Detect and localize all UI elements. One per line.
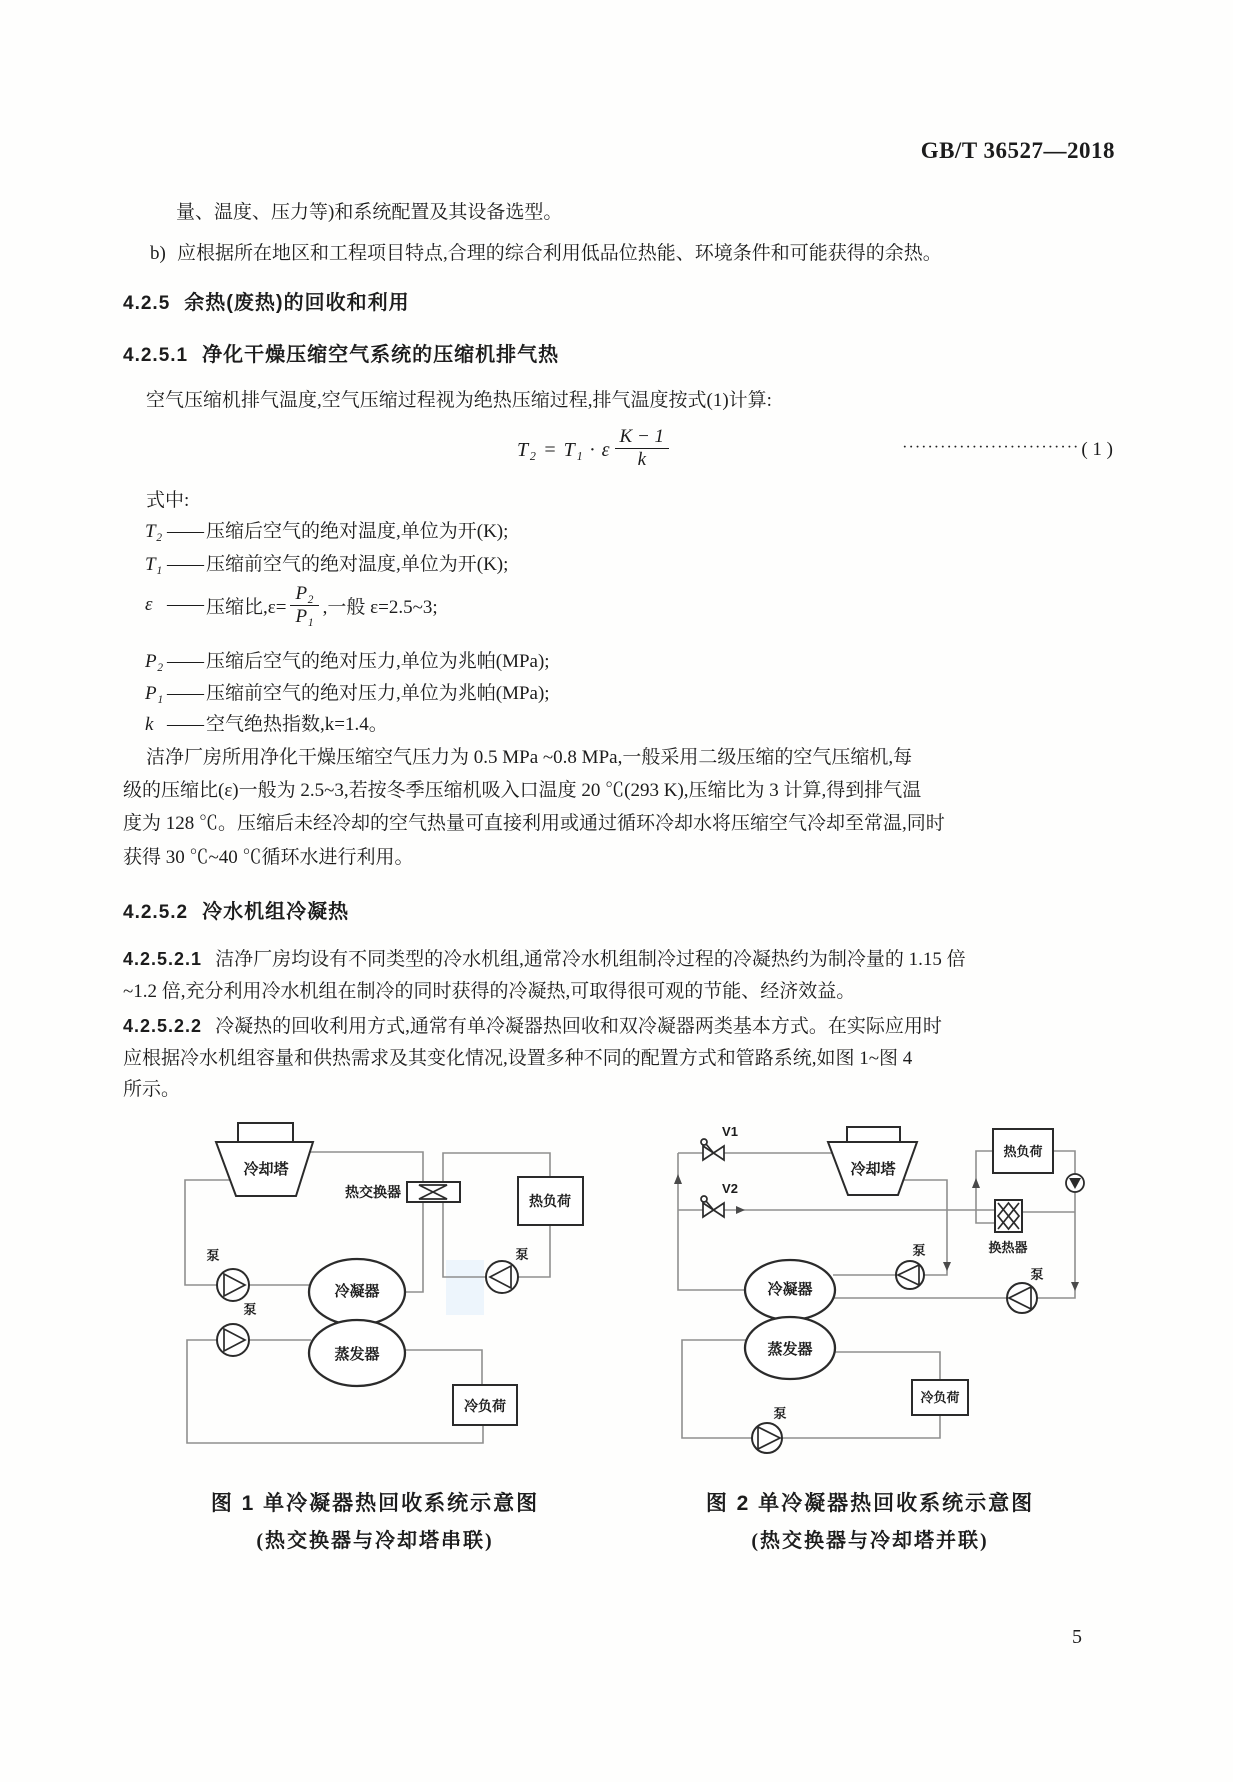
heading-title: 冷水机组冷凝热 xyxy=(202,901,350,923)
fraction-numerator: P₂ xyxy=(290,584,318,606)
heat-exchanger-symbol xyxy=(407,1182,460,1202)
pipe xyxy=(782,1415,940,1438)
valve-v2-symbol xyxy=(701,1181,738,1217)
pump-symbol xyxy=(1066,1174,1084,1192)
definition-row xyxy=(145,645,550,678)
valve-v1-label: V1 xyxy=(722,1124,738,1139)
evaporator-label: 蒸发器 xyxy=(334,1346,380,1363)
figure2-caption-title: 图 2 单冷凝器热回收系统示意图 xyxy=(705,1492,1035,1515)
clause-text: 洁净厂房均设有不同类型的冷水机组,通常冷水机组制冷过程的冷凝热约为制冷量的 1.15 倍 xyxy=(215,949,966,970)
cold-load-label: 冷负荷 xyxy=(920,1390,960,1405)
figure2-caption xyxy=(620,1487,1120,1553)
definition-dash: —— xyxy=(167,683,203,704)
definition-dash: —— xyxy=(167,554,203,575)
definition-dash: —— xyxy=(167,521,203,542)
valve-v1-symbol xyxy=(701,1124,738,1160)
paragraph-line: 级的压缩比(ε)一般为 2.5~3,若按冬季压缩机吸入口温度 20 ℃(293 K),压缩比为 3 计算,得到排气温 xyxy=(123,780,922,801)
pump-label: 泵 xyxy=(773,1406,787,1421)
heading-number: 4.2.5 xyxy=(123,293,171,314)
paragraph-line: 所示。 xyxy=(123,1079,181,1100)
condenser-label: 冷凝器 xyxy=(767,1281,813,1298)
definition-dash: —— xyxy=(167,594,203,615)
pump-symbol xyxy=(217,1302,257,1356)
pump-label: 泵 xyxy=(912,1243,926,1258)
heading-4-2-5-1 xyxy=(123,338,559,367)
definition-text-pre: 压缩比,ε= xyxy=(206,596,287,618)
paragraph-line: ~1.2 倍,充分利用冷水机组在制冷的同时获得的冷凝热,可取得很可观的节能、经济效益。 xyxy=(123,981,856,1002)
heat-exchanger-label: 换热器 xyxy=(988,1240,1028,1255)
cooling-tower-symbol xyxy=(216,1123,313,1196)
paragraph-line: 获得 30 ℃~40 ℃循环水进行利用。 xyxy=(123,847,414,868)
symbol: k xyxy=(145,714,154,735)
fraction-numerator: K − 1 xyxy=(615,427,670,449)
flow-arrow-icon xyxy=(674,1174,682,1184)
symbol: P₁ xyxy=(145,683,164,704)
pipe xyxy=(682,1340,752,1438)
figure1-caption-subtitle: (热交换器与冷却塔串联) xyxy=(256,1530,494,1552)
pump-label: 泵 xyxy=(243,1302,257,1317)
heading-4-2-5 xyxy=(123,286,410,315)
pipe xyxy=(1037,1192,1075,1298)
item-b-text: 应根据所在地区和工程项目特点,合理的综合利用低品位热能、环境条件和可能获得的余热。 xyxy=(177,243,942,264)
cooling-tower-symbol xyxy=(828,1127,917,1195)
standard-code: GB/T 36527—2018 xyxy=(920,138,1115,163)
pipe xyxy=(405,1350,482,1385)
flow-arrow-icon xyxy=(1071,1282,1079,1291)
clause-number: 4.2.5.2.1 xyxy=(123,949,203,969)
symbol: T₂ xyxy=(145,521,163,542)
pump-symbol xyxy=(896,1243,926,1289)
figure1-caption-title: 图 1 单冷凝器热回收系统示意图 xyxy=(210,1492,540,1515)
pump-symbol xyxy=(1007,1267,1044,1313)
definition-text: 压缩前空气的绝对温度,单位为开(K); xyxy=(206,554,509,575)
heat-load-label: 热负荷 xyxy=(1003,1144,1043,1159)
equation-lhs: T₂ = T₁ · ε xyxy=(517,438,611,461)
equation-number: ( 1 ) xyxy=(1081,439,1113,460)
evaporator-label: 蒸发器 xyxy=(767,1341,813,1358)
heat-exchanger-symbol xyxy=(995,1200,1022,1232)
paragraph-line: 度为 128 ℃。压缩后未经冷却的空气热量可直接利用或通过循环冷却水将压缩空气冷却至常温,同时 xyxy=(123,813,945,834)
pump-symbol xyxy=(752,1406,787,1453)
figure1-schematic xyxy=(140,1100,610,1500)
heat-load-box xyxy=(518,1177,583,1225)
heading-title: 净化干燥压缩空气系统的压缩机排气热 xyxy=(202,344,560,366)
definition-row xyxy=(145,515,508,548)
equation-expression xyxy=(517,425,673,472)
definition-dash: —— xyxy=(167,651,203,672)
valve-v2-label: V2 xyxy=(722,1181,738,1196)
cold-load-box xyxy=(912,1380,968,1415)
paragraph-line xyxy=(123,1010,942,1043)
definition-row xyxy=(145,677,550,710)
cooling-tower-label: 冷却塔 xyxy=(850,1161,896,1178)
definition-text: 压缩前空气的绝对压力,单位为兆帕(MPa); xyxy=(206,683,550,704)
carryover-line: 量、温度、压力等)和系统配置及其设备选型。 xyxy=(176,202,563,223)
paragraph-line: 洁净厂房所用净化干燥压缩空气压力为 0.5 MPa ~0.8 MPa,一般采用二级压缩的空气压缩机,每 xyxy=(146,747,913,768)
pressure-ratio-fraction xyxy=(290,584,318,627)
figure2-caption-subtitle: (热交换器与冷却塔并联) xyxy=(751,1530,989,1552)
fraction-denominator: P₁ xyxy=(295,605,314,627)
definition-row-epsilon xyxy=(145,583,438,627)
paragraph-line: 空气压缩机排气温度,空气压缩过程视为绝热压缩过程,排气温度按式(1)计算: xyxy=(146,390,772,411)
scan-artifact xyxy=(446,1260,484,1315)
heat-exchanger-label: 热交换器 xyxy=(345,1184,401,1200)
figure2-schematic xyxy=(590,1100,1090,1500)
dotted-leader: ···························· xyxy=(902,439,1080,456)
cooling-tower-label: 冷却塔 xyxy=(243,1161,289,1178)
flow-arrow-icon xyxy=(972,1178,980,1188)
flow-arrow-icon xyxy=(943,1262,951,1271)
pump-label: 泵 xyxy=(206,1248,220,1263)
pipe xyxy=(185,1180,230,1285)
clause-number: 4.2.5.2.2 xyxy=(123,1016,203,1036)
equation-1 xyxy=(123,424,1113,476)
heat-load-box xyxy=(993,1129,1053,1173)
condenser-label: 冷凝器 xyxy=(334,1283,380,1300)
symbol: ε xyxy=(145,594,153,615)
definition-text: 空气绝热指数,k=1.4。 xyxy=(206,714,388,735)
cold-load-label: 冷负荷 xyxy=(464,1398,506,1414)
page-number: 5 xyxy=(1072,1626,1082,1648)
pump-symbol xyxy=(486,1247,529,1293)
heading-number: 4.2.5.2 xyxy=(123,902,189,923)
pipe xyxy=(835,1352,940,1380)
flow-arrow-icon xyxy=(736,1206,745,1214)
definition-dash: —— xyxy=(167,714,203,735)
definition-text: 压缩后空气的绝对温度,单位为开(K); xyxy=(206,521,509,542)
cold-load-box xyxy=(453,1385,517,1425)
pipe xyxy=(678,1153,746,1290)
equation-exponent-fraction xyxy=(615,427,670,470)
definition-text-post: ,一般 ε=2.5~3; xyxy=(322,596,438,618)
symbol: P₂ xyxy=(145,651,164,672)
clause-text: 冷凝热的回收利用方式,通常有单冷凝器热回收和双冷凝器两类基本方式。在实际应用时 xyxy=(215,1016,942,1037)
fraction-denominator: k xyxy=(637,448,646,470)
symbol: T₁ xyxy=(145,554,163,575)
heat-load-label: 热负荷 xyxy=(529,1193,571,1209)
paragraph-line xyxy=(123,943,966,976)
definition-row xyxy=(145,708,388,741)
heading-4-2-5-2 xyxy=(123,895,349,924)
item-b-marker: b) xyxy=(150,243,166,264)
where-label: 式中: xyxy=(146,490,190,511)
figure1-caption xyxy=(140,1487,610,1553)
heading-number: 4.2.5.1 xyxy=(123,345,189,366)
pump-label: 泵 xyxy=(515,1247,529,1262)
definition-row xyxy=(145,548,508,581)
paragraph-line: 应根据冷水机组容量和供热需求及其变化情况,设置多种不同的配置方式和管路系统,如图 1~图 4 xyxy=(123,1048,913,1069)
heading-title: 余热(废热)的回收和利用 xyxy=(184,292,410,314)
pipe xyxy=(1053,1151,1075,1174)
pump-symbol xyxy=(206,1248,249,1301)
pump-label: 泵 xyxy=(1030,1267,1044,1282)
definition-text: 压缩后空气的绝对压力,单位为兆帕(MPa); xyxy=(206,651,550,672)
